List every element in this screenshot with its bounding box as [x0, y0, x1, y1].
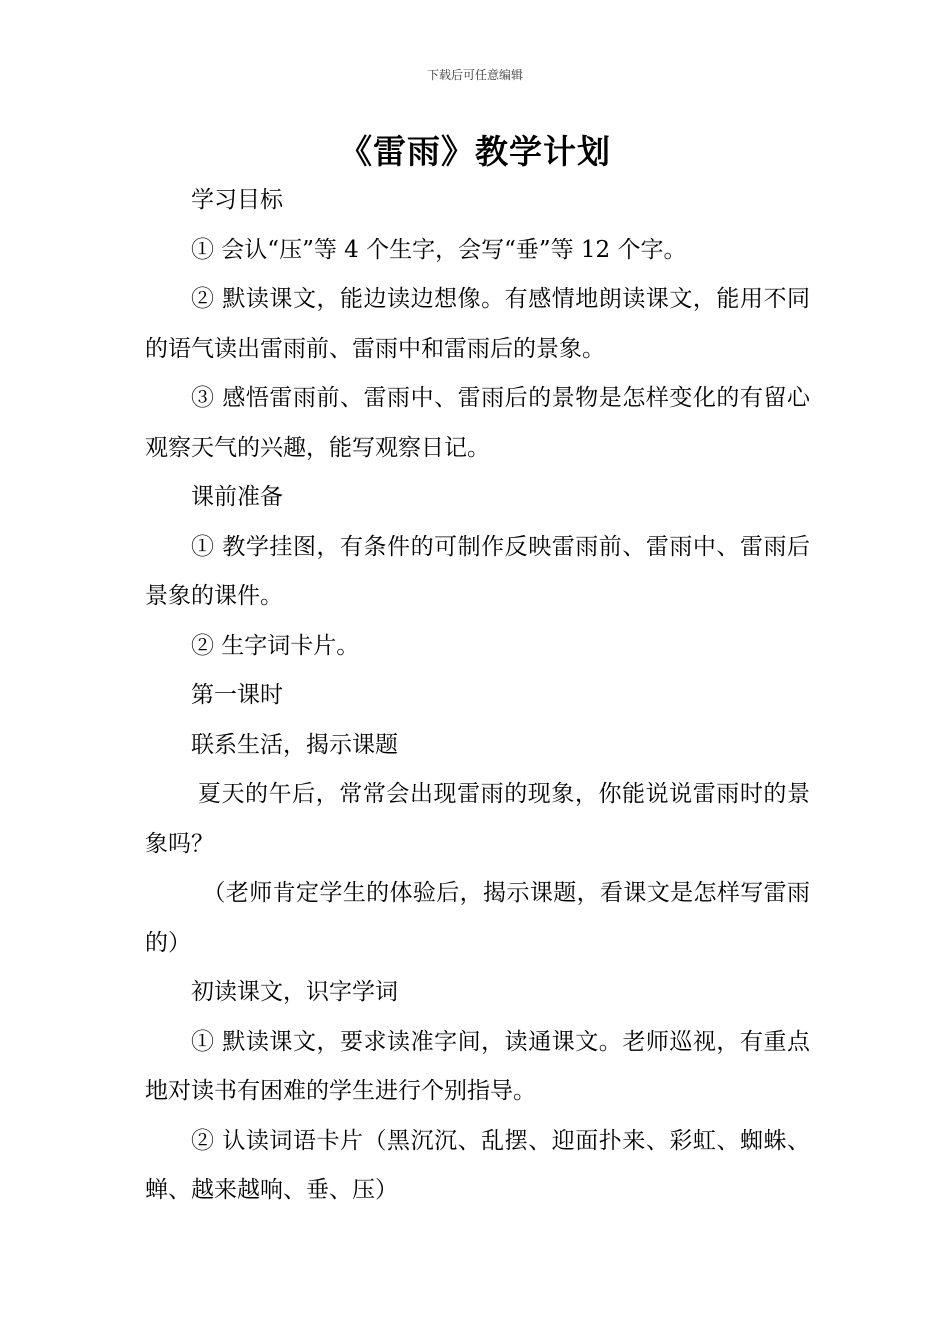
goal-item-2: ② 默读课文，能边读边想像。有感情地朗读课文，能用不同的语气读出雷雨前、雷雨中和雷雨后的景象。	[145, 286, 810, 362]
heading-connect-life: 联系生活，揭示课题	[191, 731, 398, 758]
preparation-item-1: ① 教学挂图，有条件的可制作反映雷雨前、雷雨中、雷雨后景象的课件。	[145, 533, 810, 609]
heading-preparation: 课前准备	[191, 484, 283, 510]
goal-item-3: ③ 感悟雷雨前、雷雨中、雷雨后的景物是怎样变化的有留心观察天气的兴趣，能写观察日记。	[145, 385, 810, 461]
reading-item-1: ① 默读课文，要求读准字间，读通课文。老师巡视，有重点地对读书有困难的学生进行个别指导。	[145, 1028, 810, 1104]
header-note: 下载后可任意编辑	[426, 68, 523, 82]
heading-first-reading: 初读课文，识字学词	[191, 979, 398, 1005]
document-title: 《雷雨》教学计划	[339, 132, 611, 171]
reading-item-2: ② 认读词语卡片（黑沉沉、乱摆、迎面扑来、彩虹、蜘蛛、蝉、越来越响、垂、压）	[145, 1127, 810, 1203]
heading-learning-goals: 学习目标	[191, 187, 283, 213]
preparation-item-2: ② 生字词卡片。	[191, 632, 360, 659]
paragraph-teacher-note: （老师肯定学生的体验后，揭示课题，看课文是怎样写雷雨的）	[145, 880, 810, 956]
paragraph-summer-afternoon: 夏天的午后，常常会出现雷雨的现象，你能说说雷雨时的景象吗？	[145, 781, 810, 857]
document-body	[145, 176, 810, 1216]
heading-first-lesson: 第一课时	[191, 682, 283, 708]
goal-item-1: ① 会认“压”等 4 个生字，会写“垂”等 12 个字。	[191, 236, 687, 263]
